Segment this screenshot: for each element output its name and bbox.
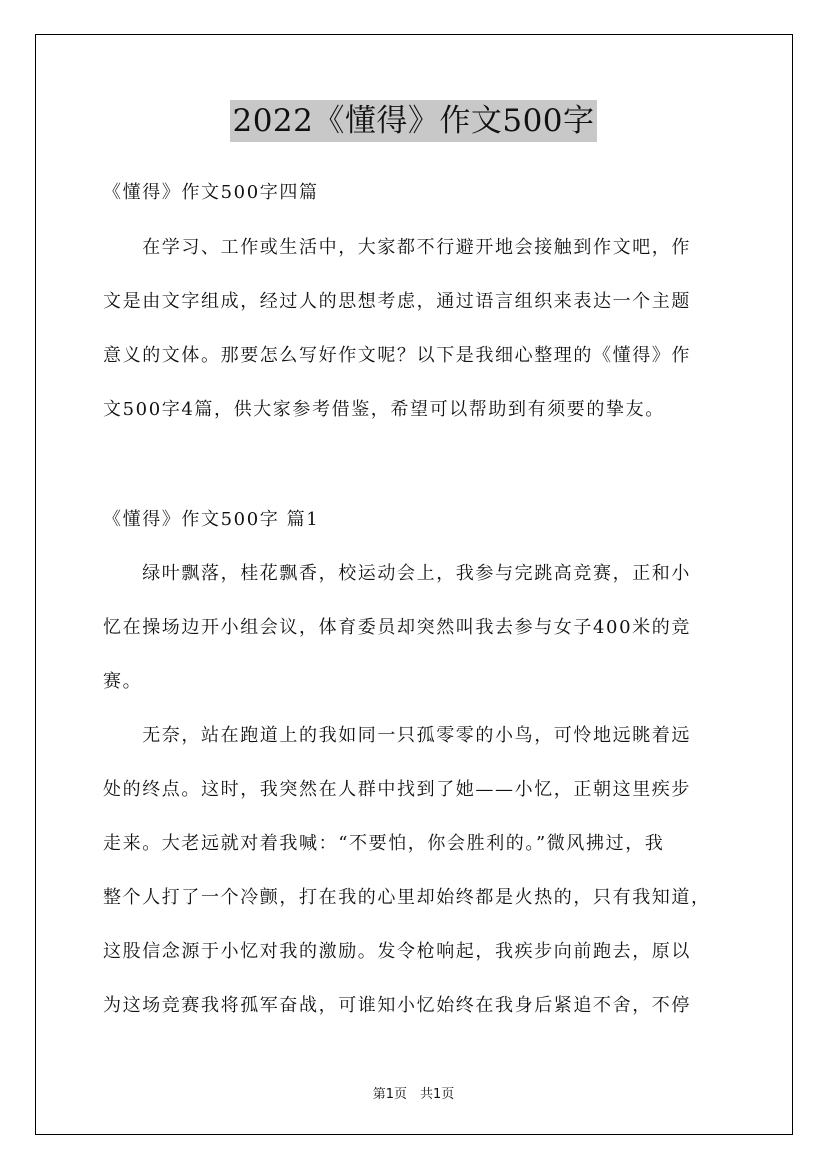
intro-line-3: 意义的文体。那要怎么写好作文呢？以下是我细心整理的《懂得》作 xyxy=(103,345,691,366)
paragraph2-line-2: 处的终点。这时，我突然在人群中找到了她——小忆，正朝这里疾步 xyxy=(103,779,691,800)
document-subtitle: 《懂得》作文500字四篇 xyxy=(103,182,319,203)
paragraph2-line-3: 走来。大老远就对着我喊：“不要怕，你会胜利的。”微风拂过，我 xyxy=(103,833,665,854)
section-heading: 《懂得》作文500字 篇1 xyxy=(103,509,320,530)
intro-line-2: 文是由文字组成，经过人的思想考虑，通过语言组织来表达一个主题 xyxy=(103,291,691,312)
paragraph2-line-6: 为这场竞赛我将孤军奋战，可谁知小忆始终在我身后紧追不舍，不停 xyxy=(103,995,691,1016)
paragraph1-line-2: 忆在操场边开小组会议，体育委员却突然叫我去参与女子400米的竞 xyxy=(103,617,691,638)
intro-line-4: 文500字4篇，供大家参考借鉴，希望可以帮助到有须要的挚友。 xyxy=(103,399,665,420)
paragraph2-line-1: 无奈，站在跑道上的我如同一只孤零零的小鸟，可怜地远眺着远 xyxy=(103,725,691,746)
document-title: 2022《懂得》作文500字 xyxy=(230,100,596,142)
paragraph2-line-4: 整个人打了一个冷颤，打在我的心里却始终都是火热的，只有我知道， xyxy=(103,887,711,908)
paragraph1-line-3: 赛。 xyxy=(103,671,143,692)
document-title-wrap xyxy=(0,100,827,142)
paragraph1-line-1: 绿叶飘落，桂花飘香，校运动会上，我参与完跳高竞赛，正和小 xyxy=(103,563,691,584)
page-footer: 第1页 共1页 xyxy=(372,1087,455,1102)
intro-line-1: 在学习、工作或生活中，大家都不行避开地会接触到作文吧，作 xyxy=(103,237,691,258)
paragraph2-line-5: 这股信念源于小忆对我的激励。发令枪响起，我疾步向前跑去，原以 xyxy=(103,941,691,962)
